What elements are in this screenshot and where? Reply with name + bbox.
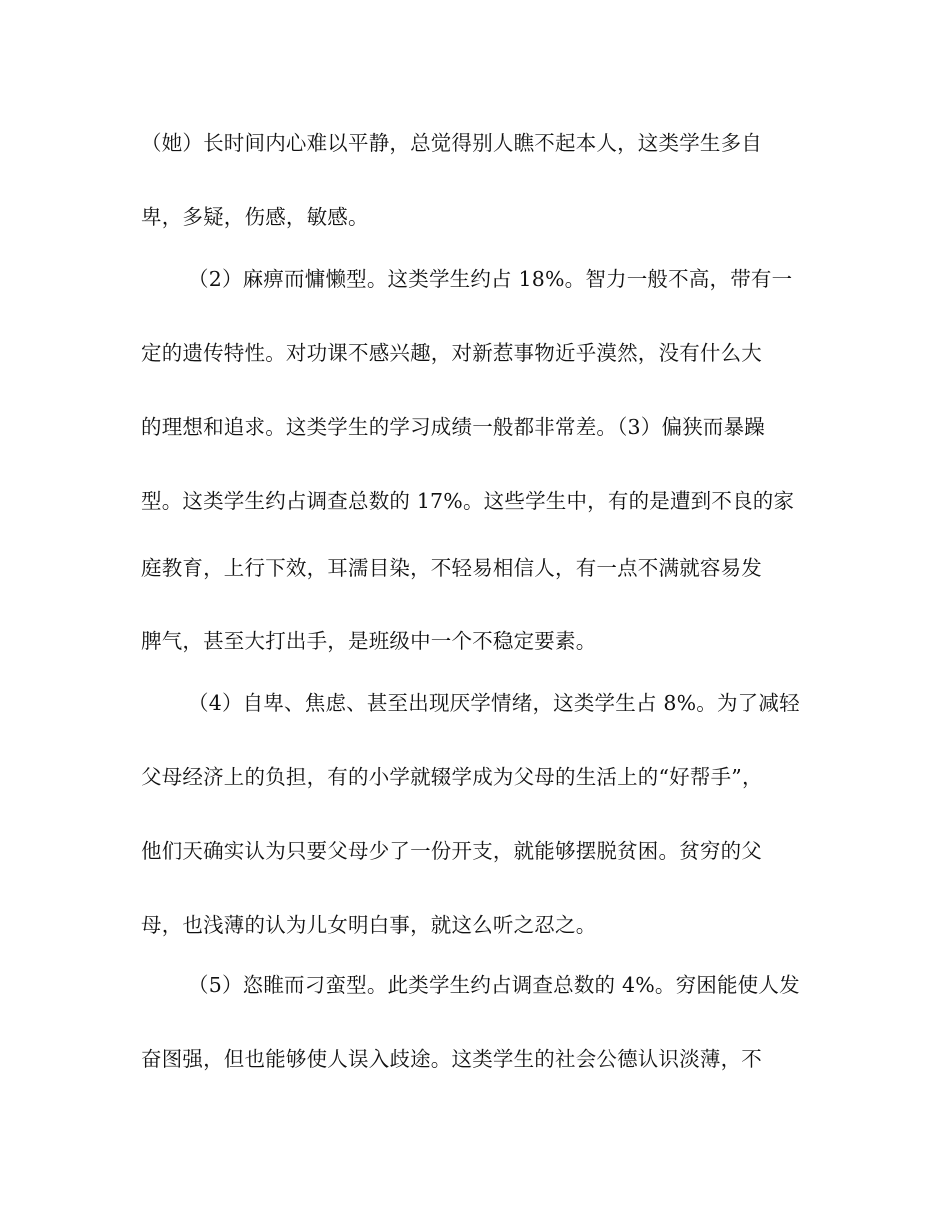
text-line: 的理想和追求。这类学生的学习成绩一般都非常差。（3）偏狭而暴躁: [141, 415, 765, 439]
text-line: 母，也浅薄的认为儿女明白事，就这么听之忍之。: [141, 913, 597, 937]
text-line: （她）长时间内心难以平静，总觉得别人瞧不起本人，这类学生多自: [141, 131, 762, 155]
paragraph-2-start: （2）麻痹而慵懒型。这类学生约占 18%。智力一般不高，带有一: [188, 267, 793, 291]
text-line: 他们天确实认为只要父母少了一份开支，就能够摆脱贫困。贫穷的父: [141, 839, 762, 863]
text-line: 定的遗传特性。对功课不感兴趣，对新惹事物近乎漠然，没有什么大: [141, 341, 762, 365]
paragraph-4-start: （4）自卑、焦虑、甚至出现厌学情绪，这类学生占 8%。为了减轻: [188, 691, 800, 715]
text-line: 卑，多疑，伤感，敏感。: [141, 205, 369, 229]
text-line: 父母经济上的负担，有的小学就辍学成为父母的生活上的“好帮手”，: [141, 765, 763, 789]
text-line: 奋图强，但也能够使人误入歧途。这类学生的社会公德认识淡薄，不: [141, 1047, 762, 1071]
paragraph-5-start: （5）恣睢而刁蛮型。此类学生约占调查总数的 4%。穷困能使人发: [188, 973, 800, 997]
text-line: 脾气，甚至大打出手，是班级中一个不稳定要素。: [141, 629, 597, 653]
text-line: 庭教育，上行下效，耳濡目染，不轻易相信人，有一点不满就容易发: [141, 556, 762, 580]
text-line: 型。这类学生约占调查总数的 17%。这些学生中，有的是遭到不良的家: [141, 489, 795, 513]
